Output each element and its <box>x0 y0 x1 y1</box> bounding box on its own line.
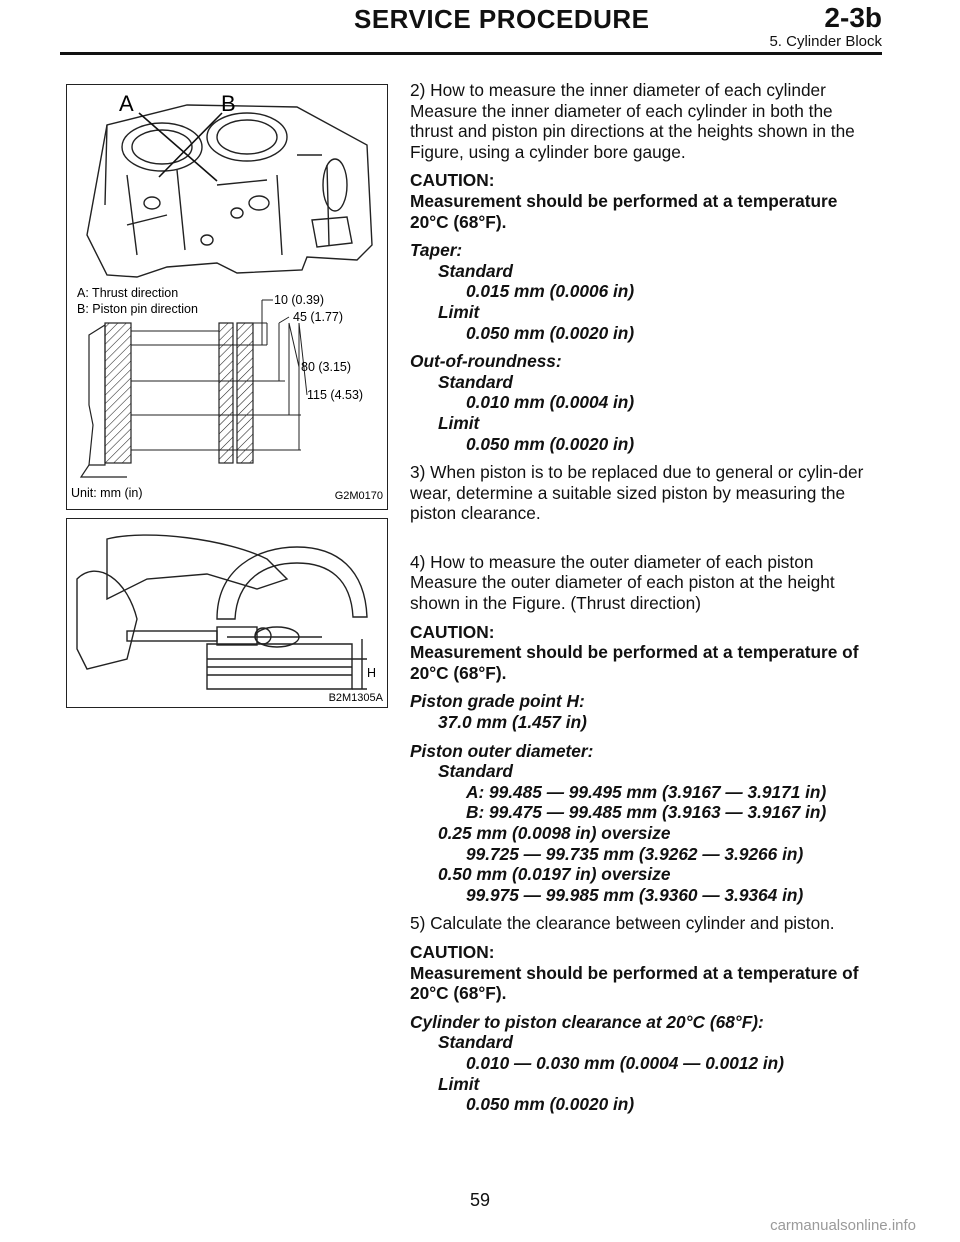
spec-sublabel: Standard <box>438 761 513 782</box>
dim-10: 10 (0.39) <box>274 293 325 307</box>
spec-clearance <box>410 1012 880 1115</box>
dim-115: 115 (4.53) <box>307 388 364 402</box>
section-title: SERVICE PROCEDURE <box>354 4 650 34</box>
watermark: carmanualsonline.info <box>770 1217 916 1234</box>
caution-label: CAUTION: <box>410 941 495 962</box>
label-h: H <box>367 666 377 680</box>
label-b: B <box>221 91 236 116</box>
spec-sublabel: Standard <box>438 371 513 392</box>
figure-piston-micrometer <box>66 518 388 708</box>
figure-code: B2M1305A <box>328 692 383 704</box>
spec-label: Out-of-roundness: <box>410 351 562 372</box>
spec-sublabel: 0.50 mm (0.0197 in) oversize <box>438 864 671 885</box>
spec-label: Piston grade point H: <box>410 691 585 712</box>
spec-sublabel: Limit <box>438 412 480 433</box>
dim-45: 45 (1.77) <box>293 310 344 324</box>
spec-label: Piston outer diameter: <box>410 740 594 761</box>
spec-value: A: 99.485 — 99.495 mm (3.9167 — 3.9171 in) <box>466 781 827 802</box>
unit-label: Unit: mm (in) <box>71 486 143 500</box>
spec-sublabel: Standard <box>438 1032 513 1053</box>
piston-micrometer-illustration <box>67 519 387 707</box>
spec-taper <box>410 240 880 343</box>
legend-thrust: A: Thrust direction <box>77 286 179 300</box>
caution-text: Measurement should be performed at a temperature 20°C (68°F). <box>410 190 838 232</box>
caution-label: CAUTION: <box>410 170 495 191</box>
spec-value: 99.975 — 99.985 mm (3.9360 — 3.9364 in) <box>466 884 804 905</box>
spec-sublabel: Limit <box>438 301 480 322</box>
header-rule <box>60 52 882 55</box>
spec-value: 0.050 mm (0.0020 in) <box>466 1094 635 1115</box>
section-2-heading: 2) How to measure the inner diameter of each cylinder <box>410 80 826 100</box>
spec-out-of-roundness <box>410 351 880 454</box>
figure-code: G2M0170 <box>334 490 383 502</box>
section-4-text <box>410 552 880 614</box>
spec-value: 0.010 mm (0.0004 in) <box>466 392 635 413</box>
spec-value: 0.010 — 0.030 mm (0.0004 — 0.0012 in) <box>466 1052 784 1073</box>
spec-value: 0.015 mm (0.0006 in) <box>466 281 635 302</box>
spec-value: 0.050 mm (0.0020 in) <box>466 433 635 454</box>
section-subtitle: 5. Cylinder Block <box>769 33 882 50</box>
spec-piston-grade <box>410 691 880 732</box>
section-3-text: 3) When piston is to be replaced due to general or cylin-der wear, determine a suitable sized piston by measuring the piston clearance. <box>410 462 864 524</box>
section-2-body: Measure the inner diameter of each cylinder in both the thrust and piston pin directions at the heights shown in the Figure, using a cylinder bore gauge. <box>410 100 855 162</box>
spec-label: Taper: <box>410 240 463 261</box>
section-code: 2-3b <box>824 2 882 33</box>
section-4-heading: 4) How to measure the outer diameter of each piston <box>410 551 814 572</box>
spec-value: 0.050 mm (0.0020 in) <box>466 322 635 343</box>
dim-80: 80 (3.15) <box>301 360 352 374</box>
figure-cylinder-bore <box>66 84 388 510</box>
page-number: 59 <box>469 1190 491 1210</box>
section-5-text: 5) Calculate the clearance between cylinder and piston. <box>410 913 835 934</box>
spec-sublabel: Limit <box>438 1073 480 1094</box>
section-2-text <box>410 80 880 162</box>
spec-sublabel: 0.25 mm (0.0098 in) oversize <box>438 823 671 843</box>
label-a: A <box>119 91 134 116</box>
bore-section <box>81 323 253 477</box>
text-column <box>410 80 880 1123</box>
spec-value: 37.0 mm (1.457 in) <box>438 712 587 733</box>
legend-piston-pin: B: Piston pin direction <box>77 302 198 316</box>
spec-value: B: 99.475 — 99.485 mm (3.9163 — 3.9167 in) <box>466 802 827 823</box>
spec-label: Cylinder to piston clearance at 20°C (68°F): <box>410 1011 764 1032</box>
caution-label: CAUTION: <box>410 621 495 642</box>
spec-piston-od <box>410 741 880 906</box>
section-4-body: Measure the outer diameter of each piston at the height shown in the Figure. (Thrust direction) <box>410 572 835 614</box>
caution-text: Measurement should be performed at a temperature of 20°C (68°F). <box>410 962 859 1004</box>
spec-value: 99.725 — 99.735 mm (3.9262 — 3.9266 in) <box>466 843 804 864</box>
caution-text: Measurement should be performed at a temperature of 20°C (68°F). <box>410 642 859 683</box>
spec-sublabel: Standard <box>438 260 513 281</box>
cylinder-block-illustration <box>67 85 387 509</box>
